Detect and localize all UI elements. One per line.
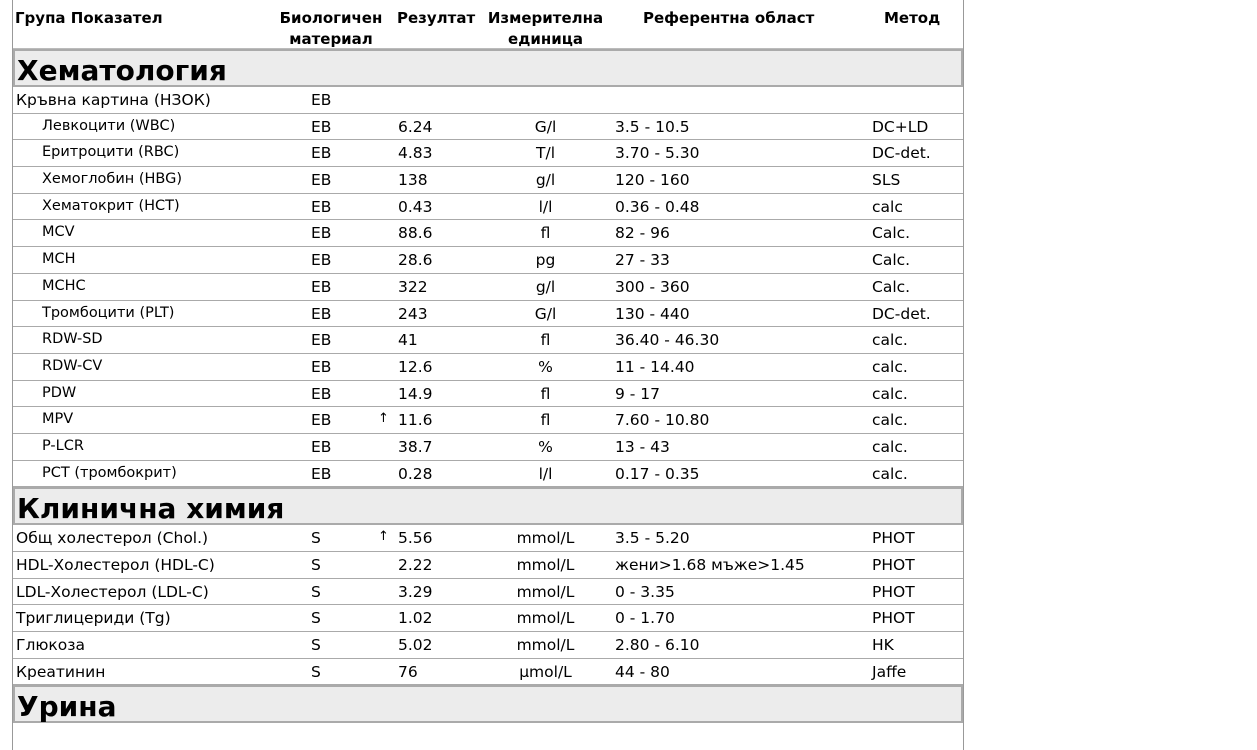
table-row — [13, 247, 963, 274]
method: calc — [872, 197, 903, 216]
reference-range: 36.40 - 46.30 — [615, 331, 720, 350]
material: EB — [311, 331, 332, 350]
reference-range: 3.70 - 5.30 — [615, 144, 700, 163]
test-name: Тромбоцити (PLT) — [42, 304, 175, 321]
material: S — [311, 556, 321, 574]
result-value: 322 — [398, 277, 428, 296]
table-row — [13, 354, 963, 381]
result-value: 11.6 — [398, 411, 433, 430]
header-material: Биологичен материал — [279, 9, 383, 48]
test-name: P-LCR — [42, 437, 84, 454]
header-method: Метод — [884, 9, 941, 27]
table-row — [13, 301, 963, 328]
reference-range: 0.36 - 0.48 — [615, 197, 700, 216]
test-name: Хемоглобин (HBG) — [42, 171, 183, 188]
result-value: 38.7 — [398, 437, 433, 456]
unit: mmol/L — [516, 556, 575, 574]
header-result: Резултат — [397, 9, 476, 27]
unit: fl — [540, 331, 551, 350]
method: HK — [872, 636, 894, 655]
table-row — [13, 407, 963, 434]
reference-range: 0 - 1.70 — [615, 609, 675, 628]
test-name: Кръвна картина (НЗОК) — [16, 91, 211, 109]
test-name: RDW-CV — [42, 357, 103, 374]
test-name: LDL-Холестерол (LDL-C) — [16, 582, 209, 601]
material: EB — [311, 464, 332, 483]
method: calc. — [872, 411, 908, 430]
result-value: 28.6 — [398, 251, 433, 270]
material: S — [311, 529, 321, 548]
test-name: PDW — [42, 384, 77, 401]
material: EB — [311, 171, 332, 190]
material: S — [311, 609, 321, 628]
method: Jaffe — [872, 662, 907, 681]
test-name: MCHC — [42, 277, 86, 294]
test-name: MPV — [42, 411, 74, 428]
table-row — [13, 552, 963, 579]
table-row — [13, 579, 963, 606]
method: PHOT — [872, 556, 915, 574]
method: calc. — [872, 437, 908, 456]
reference-range: 0 - 3.35 — [615, 582, 675, 601]
unit: pg — [535, 251, 556, 270]
result-value: 4.83 — [398, 144, 433, 163]
test-name: HDL-Холестерол (HDL-C) — [16, 556, 215, 574]
reference-range: 0.17 - 0.35 — [615, 464, 700, 483]
material: EB — [311, 224, 332, 243]
table-row — [13, 114, 963, 141]
header-unit: Измерителна единица — [487, 9, 604, 48]
reference-range: 27 - 33 — [615, 251, 670, 270]
unit: G/l — [534, 117, 557, 136]
unit: fl — [540, 224, 551, 243]
table-row — [13, 140, 963, 167]
result-value: 6.24 — [398, 117, 433, 136]
table-row — [13, 525, 963, 552]
unit: % — [538, 357, 553, 376]
material: EB — [311, 437, 332, 456]
reference-range: 130 - 440 — [615, 304, 690, 323]
test-name: Еритроцити (RBC) — [42, 144, 180, 161]
test-name: Глюкоза — [16, 636, 85, 655]
result-value: 41 — [398, 331, 418, 350]
unit: mmol/L — [516, 636, 575, 655]
method: PHOT — [872, 582, 915, 601]
material: EB — [311, 277, 332, 296]
reference-range: 82 - 96 — [615, 224, 670, 243]
method: calc. — [872, 331, 908, 350]
unit: l/l — [538, 464, 553, 483]
material: EB — [311, 117, 332, 136]
reference-range: 11 - 14.40 — [615, 357, 695, 376]
test-name: Общ холестерол (Chol.) — [16, 529, 209, 548]
material: EB — [311, 91, 332, 109]
table-row — [13, 605, 963, 632]
section-heading: Клинична химия — [13, 487, 963, 525]
material: EB — [311, 144, 332, 163]
material: S — [311, 636, 321, 655]
test-name: RDW-SD — [42, 331, 103, 348]
flag-high-icon: ↑ — [378, 529, 389, 545]
test-name: MCV — [42, 224, 75, 241]
table-row — [13, 167, 963, 194]
table-row — [13, 220, 963, 247]
table-row — [13, 87, 963, 114]
table-row — [13, 461, 963, 488]
unit: mmol/L — [516, 609, 575, 628]
method: Calc. — [872, 224, 911, 243]
result-value: 243 — [398, 304, 428, 323]
reference-range: 9 - 17 — [615, 384, 661, 403]
test-name: Левкоцити (WBC) — [42, 117, 176, 134]
material: S — [311, 582, 321, 601]
unit: mmol/L — [516, 582, 575, 601]
header-reference: Референтна област — [643, 9, 815, 27]
test-name: Хематокрит (HCT) — [42, 197, 180, 214]
unit: mmol/L — [516, 529, 575, 548]
unit: % — [538, 437, 553, 456]
result-value: 5.56 — [398, 529, 433, 548]
method: DC-det. — [872, 144, 931, 163]
result-value: 5.02 — [398, 636, 433, 655]
reference-range: 44 - 80 — [615, 662, 670, 681]
test-name: Креатинин — [16, 662, 106, 681]
material: EB — [311, 357, 332, 376]
test-name: PCT (тромбокрит) — [42, 464, 177, 481]
method: calc. — [872, 357, 908, 376]
results-table — [12, 0, 964, 750]
material: EB — [311, 411, 332, 430]
result-value: 14.9 — [398, 384, 433, 403]
section-heading: Урина — [13, 685, 963, 723]
method: PHOT — [872, 529, 915, 548]
table-row — [13, 274, 963, 301]
reference-range: 3.5 - 10.5 — [615, 117, 690, 136]
reference-range: 3.5 - 5.20 — [615, 529, 690, 548]
table-row — [13, 434, 963, 461]
method: DC-det. — [872, 304, 931, 323]
result-value: 0.28 — [398, 464, 433, 483]
reference-range: 120 - 160 — [615, 171, 690, 190]
reference-range: 7.60 - 10.80 — [615, 411, 710, 430]
method: DC+LD — [872, 117, 929, 136]
table-row — [13, 632, 963, 659]
method: Calc. — [872, 251, 911, 270]
result-value: 2.22 — [398, 556, 433, 574]
header-group: Група Показател — [15, 9, 163, 27]
method: calc. — [872, 384, 908, 403]
unit: g/l — [535, 277, 556, 296]
material: EB — [311, 251, 332, 270]
unit: g/l — [535, 171, 556, 190]
table-row — [13, 194, 963, 221]
result-value: 12.6 — [398, 357, 433, 376]
unit: T/l — [536, 144, 555, 163]
test-name: Триглицериди (Tg) — [16, 609, 171, 628]
method: calc. — [872, 464, 908, 483]
method: PHOT — [872, 609, 915, 628]
result-value: 0.43 — [398, 197, 433, 216]
result-value: 138 — [398, 171, 428, 190]
unit: µmol/L — [519, 662, 572, 681]
material: EB — [311, 197, 332, 216]
reference-range: 2.80 - 6.10 — [615, 636, 700, 655]
method: SLS — [872, 171, 901, 190]
result-value: 88.6 — [398, 224, 433, 243]
unit: fl — [540, 384, 551, 403]
material: EB — [311, 384, 332, 403]
section-heading: Хематология — [13, 49, 963, 87]
method: Calc. — [872, 277, 911, 296]
table-row — [13, 327, 963, 354]
result-value: 76 — [398, 662, 418, 681]
table-row — [13, 659, 963, 686]
material: S — [311, 662, 321, 681]
reference-range: 300 - 360 — [615, 277, 690, 296]
material: EB — [311, 304, 332, 323]
flag-high-icon: ↑ — [378, 411, 389, 427]
unit: G/l — [534, 304, 557, 323]
reference-range: 13 - 43 — [615, 437, 670, 456]
test-name: MCH — [42, 251, 76, 268]
reference-range: жени>1.68 мъже>1.45 — [615, 556, 805, 574]
result-value: 3.29 — [398, 582, 433, 601]
result-value: 1.02 — [398, 609, 433, 628]
table-row — [13, 381, 963, 408]
unit: fl — [540, 411, 551, 430]
unit: l/l — [538, 197, 553, 216]
table-header — [13, 0, 963, 49]
